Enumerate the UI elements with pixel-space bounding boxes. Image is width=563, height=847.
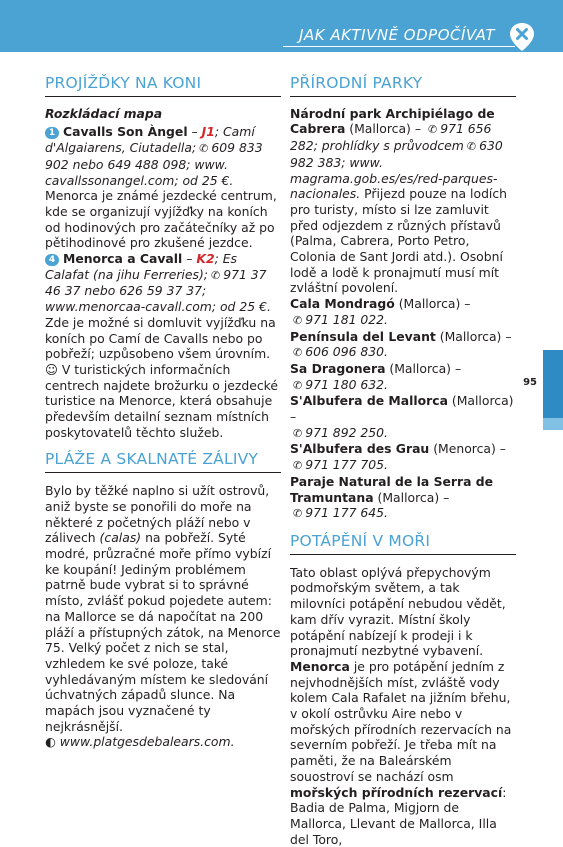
listing-description: Zde je možné si domluvit vyjížďku na koních po Camí de Cavalls nebo po pobřeží; uzpůsobeno všem úrovním. [45,314,276,362]
tip-icon: ☺ [45,361,58,377]
park-cabrera: Národní park Archipiélago de Cabrera (Mallorca) – ✆ 971 656 282; prohlídky s průvodcem ✆ 630 982 383; www. magrama.gob.es/es/red-parques-nacionales. Přijezd pouze na lodích pro turisty, místo si lze zamluvit před odjezdem z různých přístavů (Palma, Cabrera, Porto Petro, Colonia de Sant Jordi atd.). Osobní lodě a lodě k pronajmutí musí mít zvláštní povolení. [290,105,508,296]
section-heading-horses: PROJÍŽĎKY NA KONI [45,76,281,97]
park-name: S'Albufera de Mallorca [290,393,448,409]
park-name: Národní park Archipiélago de Cabrera [290,105,495,137]
phone-icon: ✆ [293,346,303,360]
beaches-web-link[interactable]: www.platgesdebalears.com. [59,734,235,750]
phone-icon: ✆ [293,507,303,521]
beaches-web [45,734,281,750]
phone-icon: ✆ [293,378,303,392]
park-name: Península del Levant [290,328,436,344]
park-phone: 971 181 022. [305,311,388,327]
listing-menorca-a-cavall: 4 Menorca a Cavall – K2; Es Calafat (na jihu Ferreries); ✆ 971 37 46 37 nebo 626 59 37 37; www.menorcaa-cavall.com; od 25 €. Zde je možné si domluvit vyjížďku na koních po Camí de Cavalls nebo po pobřeží; uzpůsobeno všem úrovním. [45,251,276,362]
map-number-badge: 4 [45,254,59,266]
listing-contact: 971 37 46 37 nebo 626 59 37 37; www.menorcaa-cavall.com; od 25 €. [45,266,271,315]
page-number: 95 [523,377,537,388]
listing-address: ; Es Calafat (na jihu Ferreries); [45,251,237,282]
park-site: S'Albufera des Grau (Menorca) – ✆ 971 177 705. [290,441,506,473]
park-phone: 606 096 830. [305,344,388,360]
map-subheading: Rozkládací mapa [45,105,163,121]
section-heading-beaches: PLÁŽE A SKALNATÉ ZÁLIVY [45,452,281,473]
park-site: S'Albufera de Mallorca (Mallorca) – ✆ 971 892 250. [290,393,514,440]
chapter-title: JAK AKTIVNĚ ODPOČÍVAT [299,26,495,44]
park-name: S'Albufera des Grau [290,441,430,457]
park-phone: 971 177 705. [305,457,388,473]
park-list [290,296,516,522]
listing-contact: 609 833 902 nebo 649 488 098; www. cavallssonangel.com; od 25 €. [45,140,263,188]
listing-description: Menorca je známé jezdecké centrum, kde se organizují vyjížďky na koních od hodinových pro začátečníky až po pětihodinové pro zkušené jezdce. [45,188,277,251]
phone-icon: ✆ [293,426,303,440]
park-phone: 971 892 250. [305,424,388,440]
park-name: Cala Mondragó [290,296,395,312]
park-site: Cala Mondragó (Mallorca) – ✆ 971 181 022. [290,296,471,327]
header-rule [283,46,515,47]
phone-icon: ✆ [427,123,438,137]
map-reference: K2 [196,251,215,267]
map-pin-x-icon [509,22,535,52]
park-site: Paraje Natural de la Serra de Tramuntana (Mallorca) – ✆ 971 177 645. [290,473,494,521]
park-phone: 971 177 645. [305,505,388,521]
left-column [45,76,281,750]
listing-name: Menorca a Cavall [63,251,183,267]
header-bar [0,0,563,52]
map-number-badge: 1 [45,127,59,139]
beaches-paragraph: Bylo by těžké naplno si užít ostrovů, aniž byste se ponořili do moře na některé z početných pláží nebo v zálivech (calas) na pobřeží. Syté modré, průzračné moře přímo vybízí ke koupání! Jediným problémem patrně bude vybrat si to správné místo, zvlášť pokud pojedete autem: na Mallorce se dá napočítat na 200 pláží a přístupných zátok, na Menorce 75. Velký počet z nich se stal, vzhledem ke své poloze, také vyhledávaným místem ke sledování úchvatných západů slunce. Na mapách jsou vyznačené ty nejkrásnější. [45,483,281,734]
phone-icon: ✆ [199,142,209,156]
tip-paragraph: ☺ V turistických informačních centrech najdete brožurku o jezdecké turistice na Menorce, která obsahuje především detailní seznam místních poskytovatelů těchto služeb. [45,361,279,440]
phone-icon: ✆ [293,313,303,327]
phone-icon: ✆ [466,140,477,154]
listing-address: ; Camí d'Algaiarens, Ciutadella; [45,124,255,156]
listing-name: Cavalls Son Àngel [63,124,188,140]
listing-cavalls-son-angel: 1 Cavalls Son Àngel – J1; Camí d'Algaiarens, Ciutadella; ✆ 609 833 902 nebo 649 488 098; www. cavallssonangel.com; od 25 €. Menorca je známé jezdecké centrum, kde se organizují vyjížďky na koních od hodinových pro začátečníky až po pětihodinové pro zkušené jezdce. [45,124,277,251]
park-name: Paraje Natural de la Serra de Tramuntana [290,473,494,505]
map-reference: J1 [201,124,215,140]
phone-icon: ✆ [210,268,221,282]
chapter-side-tab-light [543,418,563,430]
park-site: Península del Levant (Mallorca) – ✆ 606 096 830. [290,328,512,360]
park-phone: 971 180 632. [305,376,388,392]
right-column [290,76,516,847]
diving-paragraph: Tato oblast oplývá přepychovým podmořským světem, a tak milovníci potápění nebudou vědět, kam dřív vyrazit. Místní školy potápění nabízejí k prodeji i k pronajmutí nezbytné vybavení. Menorca je pro potápění jedním z nejvhodnějších míst, zvláště vody kolem Cala Rafalet na jižním břehu, v okolí ostrůvku Aire nebo v mořských přírodních rezervacích na severním pobřeží. Je třeba mít na paměti, že na Baleárském souostroví se nachází osm mořských přírodních rezervací: Badia de Palma, Migjorn de Mallorca, Llevant de Mallorca, Illa del Toro, [290,564,512,847]
park-site: Sa Dragonera (Mallorca) – ✆ 971 180 632. [290,360,462,392]
park-name: Sa Dragonera [290,360,386,376]
phone-icon: ✆ [293,459,303,473]
section-heading-parks: PŘÍRODNÍ PARKY [290,76,516,97]
section-heading-diving: POTÁPĚNÍ V MOŘI [290,534,516,555]
web-icon: ◐ [45,734,56,750]
chapter-side-tab [543,350,563,418]
